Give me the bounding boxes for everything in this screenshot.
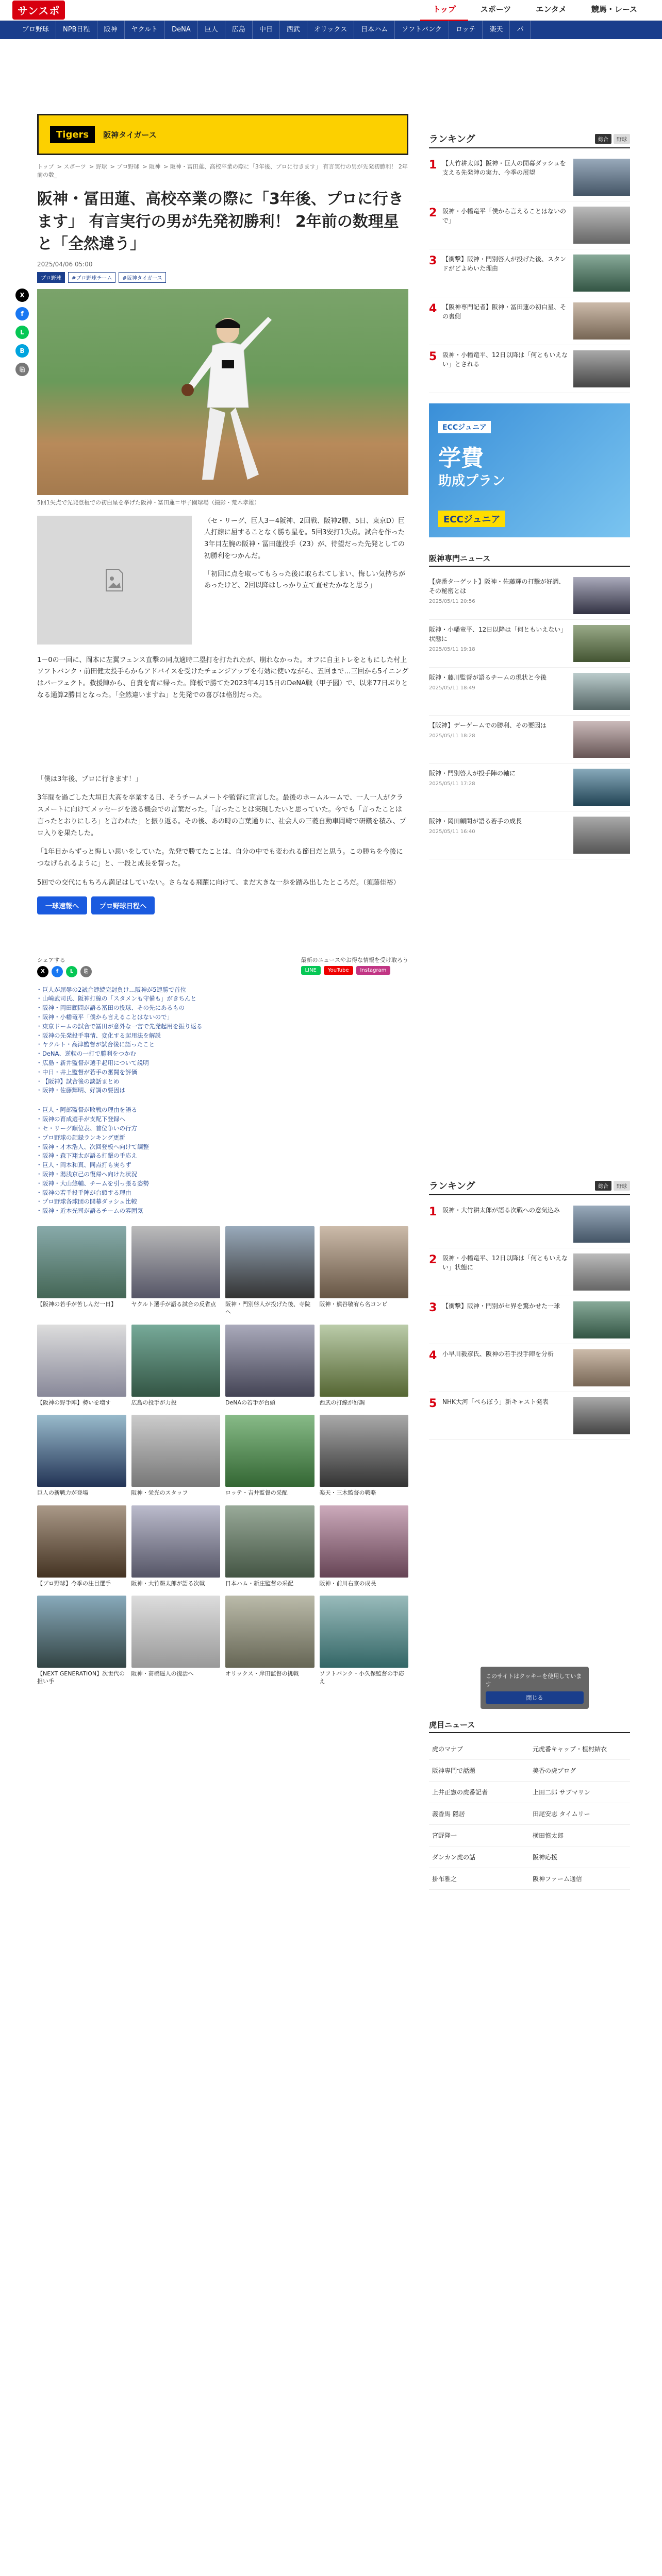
- grid-item[interactable]: [131, 1226, 221, 1316]
- grid-item[interactable]: [320, 1325, 409, 1406]
- related-link[interactable]: ・ 阪神・小幡竜平「僕から言えることはないので」: [37, 1013, 408, 1022]
- cat-item[interactable]: 広島: [225, 21, 253, 39]
- photo-grid: [37, 1596, 408, 1686]
- news-text: 阪神・小幡竜平、12日以降は「何ともいえない」状態に: [429, 626, 567, 642]
- rank-text: 阪神・小幡竜平「僕から言えることはないので」: [442, 208, 567, 224]
- article-buttons: [37, 896, 408, 914]
- paragraph: 「初回に点を取ってもらった後に取られてしまい、悔しい気持ちがあったけど、2回以降はしっかり立て直せたかなと思う」: [204, 570, 406, 590]
- ranking-item[interactable]: [429, 345, 630, 393]
- pitcher-illustration: [181, 310, 274, 485]
- related-link[interactable]: ・ 阪神の育成選手が支配下登録へ: [37, 1115, 408, 1124]
- related-link[interactable]: ・ 巨人が屈辱の2試合連続完封負け…阪神が5連勝で首位: [37, 986, 408, 995]
- copy-link-icon[interactable]: ⎘: [15, 363, 29, 376]
- rank-text: 【衝撃】阪神・門別啓人が投げた後、スタンドがどよめいた理由: [442, 256, 567, 272]
- cat-item[interactable]: 阪神: [97, 21, 125, 39]
- tt-link[interactable]: ダンカン虎の話: [429, 1846, 529, 1868]
- related-link[interactable]: ・ プロ野球各球団の開幕ダッシュ比較: [37, 1197, 408, 1207]
- line-share-icon[interactable]: L: [15, 326, 29, 339]
- grid-item[interactable]: [37, 1226, 126, 1316]
- rank-text: 阪神・大竹耕太郎が語る次戦への意気込み: [442, 1207, 560, 1214]
- cat-item[interactable]: ロッテ: [449, 21, 483, 39]
- cat-item[interactable]: オリックス: [307, 21, 354, 39]
- related-link[interactable]: ・ 阪神の先発投手事情、変化する起用法を解説: [37, 1031, 408, 1041]
- ranking-item[interactable]: [429, 154, 630, 201]
- crumb[interactable]: プロ野球: [117, 163, 140, 170]
- paragraph: 「僕は3年後、プロに行きます！」: [37, 775, 142, 783]
- rank-number: 5: [429, 1397, 437, 1410]
- article-body-intro: [204, 516, 408, 645]
- tt-title: 虎目ニュース: [429, 1720, 475, 1730]
- grid-caption: 広島の投手が力投: [131, 1399, 177, 1406]
- cat-item[interactable]: 西武: [280, 21, 307, 39]
- news-text: 阪神・藤川監督が語るチームの現状と今後: [429, 674, 547, 681]
- cat-item[interactable]: DeNA: [165, 21, 198, 39]
- news-time: 2025/05/11 16:40: [429, 829, 475, 835]
- notice-text: このサイトはクッキーを使用しています: [486, 1673, 582, 1688]
- grid-caption: 楽天・三木監督の戦略: [319, 1489, 376, 1497]
- rank-text: 【衝撃】阪神・門別がセ界を驚かせた一球: [442, 1302, 560, 1310]
- instagram-follow-button[interactable]: Instagram: [356, 966, 391, 975]
- grid-item[interactable]: [320, 1415, 409, 1497]
- ranking2-header: [429, 1179, 630, 1195]
- grid-caption: オリックス・岸田監督の挑戦: [225, 1670, 299, 1677]
- grid-item[interactable]: [37, 1415, 126, 1497]
- related-link[interactable]: ・ ヤクルト・高津監督が試合後に語ったこと: [37, 1040, 408, 1049]
- rank-text: 阪神・小幡竜平、12日以降は「何ともいえない」状態に: [442, 1255, 568, 1271]
- broken-image-icon: [104, 568, 125, 592]
- ranking-item[interactable]: [429, 1200, 630, 1248]
- news-item[interactable]: [429, 620, 630, 668]
- grid-item[interactable]: [225, 1505, 315, 1587]
- line-share-icon[interactable]: L: [66, 966, 77, 977]
- grid-caption: 西武の打線が好調: [319, 1399, 365, 1406]
- main-column: [37, 39, 408, 1890]
- ranking-title: ランキング: [429, 134, 475, 145]
- floating-share: [15, 289, 29, 376]
- photo-grid: [37, 1505, 408, 1587]
- rank-number: 4: [429, 302, 437, 315]
- ranking-item[interactable]: [429, 1248, 630, 1296]
- schedule-button[interactable]: プロ野球日程へ: [91, 896, 155, 914]
- grid-item[interactable]: [320, 1505, 409, 1587]
- ranking-item[interactable]: [429, 1392, 630, 1440]
- tag[interactable]: プロ野球: [37, 272, 65, 283]
- tag[interactable]: #プロ野球チーム: [68, 272, 115, 283]
- grid-caption: 【阪神の若手が苦しんだ一日】: [37, 1301, 117, 1308]
- tt-link[interactable]: 義香馬 隠居: [429, 1803, 529, 1825]
- grid-caption: 阪神・髙橋遥人の復活へ: [131, 1670, 194, 1677]
- news-time: 2025/05/11 19:18: [429, 647, 475, 652]
- facebook-share-icon[interactable]: f: [52, 966, 63, 977]
- side-advertisement[interactable]: [429, 403, 630, 537]
- follow-text: 最新のニュースやお得な情報を受け取ろう: [301, 956, 408, 963]
- cat-item[interactable]: 日本ハム: [354, 21, 395, 39]
- grid-item[interactable]: [320, 1596, 409, 1686]
- related-link[interactable]: ・ 阪神・湯浅京己の復帰へ向けた状況: [37, 1170, 408, 1179]
- ad-text: ECCジュニア: [438, 511, 505, 527]
- photo-caption: 5回1失点で先発登板での初白星を挙げた阪神・冨田蓮＝甲子園球場（撮影・荒木孝雄）: [37, 499, 260, 506]
- tt-link[interactable]: 虎のマナブ: [429, 1738, 529, 1760]
- grid-caption: 阪神・門別啓人が投げた後、寺院へ: [225, 1301, 310, 1316]
- ranking-tab[interactable]: 野球: [614, 134, 630, 144]
- share-label: シェアする: [37, 956, 65, 963]
- news-text: 【阪神】デーゲームでの勝利、その要因は: [429, 722, 547, 729]
- related-link[interactable]: ・ 阪神・大山悠輔、チームを引っ張る姿勢: [37, 1179, 408, 1189]
- news-item[interactable]: [429, 572, 630, 620]
- tigers-badge: Tigers: [49, 125, 96, 144]
- line-follow-button[interactable]: LINE: [301, 966, 321, 975]
- ranking-item[interactable]: [429, 201, 630, 249]
- rank-number: 5: [429, 350, 437, 363]
- tt-link[interactable]: 宮野隆一: [429, 1825, 529, 1846]
- rank-number: 2: [429, 207, 437, 219]
- tt-header: [429, 1719, 630, 1733]
- news-header: [429, 553, 630, 567]
- grid-caption: 阪神・栄光のスタッフ: [131, 1489, 188, 1497]
- x-share-icon[interactable]: X: [15, 289, 29, 302]
- grid-caption: DeNAの若手が台頭: [225, 1399, 275, 1406]
- related-link[interactable]: ・ 東京ドームの試合で冨田が意外な一言で先発起用を振り返る: [37, 1022, 408, 1031]
- crumb[interactable]: 野球: [95, 163, 107, 170]
- tigers-banner[interactable]: [37, 114, 408, 155]
- news-text: 阪神・岡田顧問が語る若手の成長: [429, 818, 522, 825]
- ranking-item[interactable]: [429, 1344, 630, 1392]
- paragraph: 「1年目からずっと悔しい思いをしていた。先発で勝てたことは、自分の中でも変われる節目だと思う。この勝ちを今後につなげられるように」と、一段と成長を誓った。: [37, 848, 403, 868]
- category-bar: [0, 21, 662, 39]
- grid-item[interactable]: [320, 1226, 409, 1316]
- tt-link[interactable]: 掛布雅之: [429, 1868, 529, 1890]
- tt-link[interactable]: 横田慎太郎: [529, 1825, 630, 1846]
- related-link[interactable]: ・ セ・リーグ順位表、首位争いの行方: [37, 1124, 408, 1133]
- cat-item[interactable]: 巨人: [198, 21, 225, 39]
- tt-link[interactable]: 元虎番キャップ・植村結衣: [529, 1738, 630, 1760]
- news-time: 2025/05/11 17:28: [429, 781, 475, 787]
- rank-number: 1: [429, 1206, 437, 1218]
- ad-text: 学費: [438, 445, 484, 471]
- grid-item[interactable]: [131, 1325, 221, 1406]
- related-link[interactable]: ・ 広島・新井監督が選手起用について説明: [37, 1059, 408, 1068]
- article-body-continued: [37, 655, 408, 702]
- tag[interactable]: #阪神タイガース: [119, 272, 166, 283]
- cat-item[interactable]: プロ野球: [15, 21, 56, 39]
- related-link[interactable]: ・ 阪神・才木浩人、次回登板へ向けて調整: [37, 1143, 408, 1152]
- grid-caption: ヤクルト選手が語る試合の反省点: [131, 1301, 217, 1308]
- grid-item[interactable]: [225, 1415, 315, 1497]
- grid-caption: 阪神・前川右京の成長: [319, 1580, 376, 1587]
- grid-item[interactable]: [131, 1505, 221, 1587]
- follow-buttons: [301, 966, 408, 975]
- tt-link[interactable]: 田尾安志 タイムリー: [529, 1803, 630, 1825]
- tt-link[interactable]: 阪神応援: [529, 1846, 630, 1868]
- grid-caption: 日本ハム・新庄監督の采配: [225, 1580, 293, 1587]
- paragraph: 3年間を過ごした大垣日大高を卒業する日、そうチームメートや監督に宣言した。最後のホームルームで、一人一人がクラスメートに向けてメッセージを送る機会での言葉だった。「言ったことは実現したいと思っていた。今でも「言ったことは言ったとおりにしろ」と言われた」と振り返る。その後、あの時の言葉通りに、社会人の三菱自動車岡崎で研鑽を積み、プロ入りを果たした。: [37, 794, 406, 837]
- hatena-share-icon[interactable]: B: [15, 344, 29, 358]
- global-nav: [420, 0, 650, 21]
- cat-item[interactable]: 楽天: [483, 21, 510, 39]
- cat-item[interactable]: NPB日程: [56, 21, 97, 39]
- nav-keiba[interactable]: 競馬・レース: [591, 5, 637, 14]
- rank-text: 阪神・小幡竜平、12日以降は「何ともいえない」とされる: [442, 351, 568, 368]
- article-body-rest: [37, 774, 408, 889]
- news-text: 【虎番ターゲット】阪神・佐藤輝の打撃が好調、その秘密とは: [429, 578, 565, 595]
- grid-item[interactable]: [225, 1226, 315, 1316]
- article-intro: [37, 516, 408, 645]
- rank-number: 3: [429, 1301, 437, 1314]
- grid-caption: 阪神・熊谷敬宥ら名コンビ: [319, 1301, 388, 1308]
- tt-link[interactable]: 上田二郎 サブマリン: [529, 1782, 630, 1803]
- ranking-tabs: [595, 134, 630, 144]
- related-link[interactable]: ・ 阪神の若手投手陣が台頭する理由: [37, 1189, 408, 1198]
- related-link[interactable]: ・ DeNA、逆転の一打で勝利をつかむ: [37, 1049, 408, 1059]
- image-placeholder: [37, 516, 192, 645]
- news-time: 2025/05/11 18:28: [429, 733, 475, 739]
- related-link[interactable]: ・ 山崎武司氏、阪神打線の「スタメンも守備も」がきちんと: [37, 994, 408, 1004]
- news-time: 2025/05/11 20:56: [429, 599, 475, 604]
- tt-link[interactable]: 阪神専門で話題: [429, 1760, 529, 1782]
- ranking2-title: ランキング: [429, 1181, 475, 1192]
- share-follow-row: [37, 956, 408, 977]
- grid-caption: ロッテ・吉井監督の采配: [225, 1489, 288, 1497]
- copy-link-icon[interactable]: ⎘: [80, 966, 92, 977]
- news-item[interactable]: [429, 668, 630, 716]
- tigers-banner-text: 阪神タイガース: [103, 130, 157, 140]
- news-item[interactable]: [429, 811, 630, 859]
- related-link[interactable]: ・ 阪神・佐藤輝明、好調の要因は: [37, 1086, 408, 1095]
- ranking-item[interactable]: [429, 249, 630, 297]
- ranking-item[interactable]: [429, 1296, 630, 1344]
- cat-item[interactable]: 中日: [253, 21, 280, 39]
- photo-grid: [37, 1325, 408, 1406]
- news-item[interactable]: [429, 764, 630, 811]
- photo-grid: [37, 1415, 408, 1497]
- cookie-notice: [481, 1667, 589, 1709]
- article-title: 阪神・冨田蓮、高校卒業の際に「3年後、プロに行きます」 有言実行の男が先発初勝利！ 2年前の数理星と「全然違う」: [37, 190, 404, 253]
- related-links: [37, 1106, 408, 1216]
- grid-item[interactable]: [37, 1325, 126, 1406]
- ranking-header: [429, 132, 630, 148]
- nav-entertainment[interactable]: エンタメ: [536, 5, 567, 14]
- tt-link-grid: [429, 1738, 630, 1890]
- related-link[interactable]: ・ プロ野球の記録ランキング更新: [37, 1133, 408, 1143]
- tt-link[interactable]: 上井正憲の虎番記者: [429, 1782, 529, 1803]
- photo-grid: [37, 1226, 408, 1316]
- ad-text: 助成プラン: [438, 473, 506, 489]
- nav-top[interactable]: トップ: [420, 0, 468, 21]
- rank-number: 4: [429, 1349, 437, 1362]
- hero-photo: [37, 289, 408, 495]
- related-link[interactable]: ・ 巨人・岡本和真、同点打も実らず: [37, 1161, 408, 1170]
- grid-caption: 巨人の新戦力が登場: [37, 1489, 88, 1497]
- ranking-tab[interactable]: 総合: [595, 134, 611, 144]
- rank-text: NHK大河「べらぼう」新キャスト発表: [442, 1398, 549, 1405]
- grid-item[interactable]: [37, 1505, 126, 1587]
- notice-close-button[interactable]: 閉じる: [486, 1691, 584, 1704]
- rank-text: 【大竹耕太郎】阪神・巨人の開幕ダッシュを支える先発陣の実力、今季の展望: [442, 160, 566, 176]
- paragraph: （セ・リーグ、巨人3－4阪神、2回戦、阪神2勝、5日、東京D）巨人打線に屈することなく勝ち星を。5回3安打1失点。試合を作った3年目左腕の阪神・冨田蓮投手（23）が、待望だった先発としての初勝利をつかんだ。: [204, 517, 405, 560]
- sidebar: [429, 39, 630, 1890]
- top-bar: [0, 0, 662, 21]
- grid-caption: ソフトバンク・小久保監督の手応え: [319, 1670, 405, 1685]
- paragraph: 5回での交代にもちろん満足はしていない。さらなる飛躍に向けて、まだ大きな一歩を踏み出したところだ。（須藤佳裕）: [37, 878, 400, 887]
- grid-item[interactable]: [131, 1415, 221, 1497]
- article-date: 2025/04/06 05:00: [37, 260, 93, 268]
- grid-item[interactable]: [225, 1325, 315, 1406]
- tag-list: [37, 272, 408, 283]
- ranking-tab[interactable]: 野球: [614, 1181, 630, 1191]
- crumb[interactable]: 阪神: [149, 163, 161, 170]
- rank-text: 小早川毅彦氏、阪神の若手投手陣を分析: [442, 1350, 554, 1358]
- crumb-current: 阪神・冨田蓮、高校卒業の際に「3年後、プロに行きます」 有言実行の男が先発初勝利！ 2年前の数_: [37, 163, 408, 178]
- cat-item[interactable]: パ: [510, 21, 531, 39]
- rank-text: 【阪神専門記者】阪神・冨田蓮の初白星、その裏側: [442, 303, 567, 320]
- rank-number: 3: [429, 255, 437, 267]
- crumb[interactable]: スポーツ: [63, 163, 86, 170]
- nav-sports[interactable]: スポーツ: [480, 5, 511, 14]
- related-link[interactable]: ・ 阪神・森下翔太が語る打撃の手応え: [37, 1151, 408, 1161]
- ranking-item[interactable]: [429, 297, 630, 345]
- live-score-button[interactable]: 一球速報へ: [37, 896, 87, 914]
- related-link[interactable]: ・ 【阪神】試合後の談話まとめ: [37, 1077, 408, 1087]
- grid-caption: 阪神・大竹耕太郎が語る次戦: [131, 1580, 205, 1587]
- crumb[interactable]: トップ: [37, 163, 54, 170]
- related-link[interactable]: ・ 阪神・岡田顧問が語る冨田の投球、その先にあるもの: [37, 1004, 408, 1013]
- related-link[interactable]: ・ 中日・井上監督が若手の奮闘を評価: [37, 1068, 408, 1077]
- page-wrap: [0, 39, 662, 1890]
- tt-link[interactable]: 阪神ファーム通信: [529, 1868, 630, 1890]
- grid-caption: 【プロ野球】今季の注目選手: [37, 1580, 111, 1587]
- grid-item[interactable]: [37, 1596, 126, 1686]
- breadcrumb: トップ > スポーツ > 野球 > プロ野球 > 阪神 > 阪神・冨田蓮、高校卒業の際に「3年後、プロに行きます」 有言実行の男が先発初勝利！ 2年前の数_: [37, 163, 408, 178]
- grid-caption: 【NEXT GENERATION】次世代の担い手: [37, 1670, 125, 1685]
- grid-caption: 【阪神の野手陣】勢いを増す: [37, 1399, 111, 1406]
- ad-text: ECCジュニア: [438, 421, 491, 433]
- news-title: 阪神専門ニュース: [429, 554, 491, 563]
- cat-item[interactable]: ヤクルト: [125, 21, 166, 39]
- grid-item[interactable]: [225, 1596, 315, 1686]
- ranking2-tabs: [595, 1181, 630, 1191]
- paragraph: 1－0の一回に、岡本に左翼フェンス直撃の同点適時二塁打を打たれたが、崩れなかった。オフに自主トレをともにした村上ソフトバンク・前田健太投手らからアドバイスを受けたチェンジアップを有効に使いながら、五回まで…三回から5イニングはパーフェクト。救援陣から、自責を背に帰った。降板で勝てた2023年4月15日のDeNA戦（甲子園）で、以来77日ぶりとなる通算2勝目となった。「全然違いますね」と先発での喜びは格別だった。: [37, 656, 408, 699]
- site-logo[interactable]: サンスポ: [12, 1, 65, 20]
- ranking-tab[interactable]: 総合: [595, 1181, 611, 1191]
- rank-number: 2: [429, 1253, 437, 1266]
- cat-item[interactable]: ソフトバンク: [395, 21, 449, 39]
- tt-link[interactable]: 美香の虎ブログ: [529, 1760, 630, 1782]
- related-link[interactable]: ・ 阪神・近本光司が語るチームの雰囲気: [37, 1207, 408, 1216]
- grid-item[interactable]: [131, 1596, 221, 1686]
- related-links: [37, 986, 408, 1096]
- news-text: 阪神・門別啓人が投手陣の軸に: [429, 770, 516, 777]
- share-buttons: [37, 966, 92, 977]
- related-link[interactable]: ・ 巨人・阿部監督が敗戦の理由を語る: [37, 1106, 408, 1115]
- facebook-share-icon[interactable]: f: [15, 307, 29, 320]
- news-item[interactable]: [429, 716, 630, 764]
- rank-number: 1: [429, 159, 437, 172]
- youtube-follow-button[interactable]: YouTube: [324, 966, 353, 975]
- x-share-icon[interactable]: X: [37, 966, 48, 977]
- news-time: 2025/05/11 18:49: [429, 685, 475, 691]
